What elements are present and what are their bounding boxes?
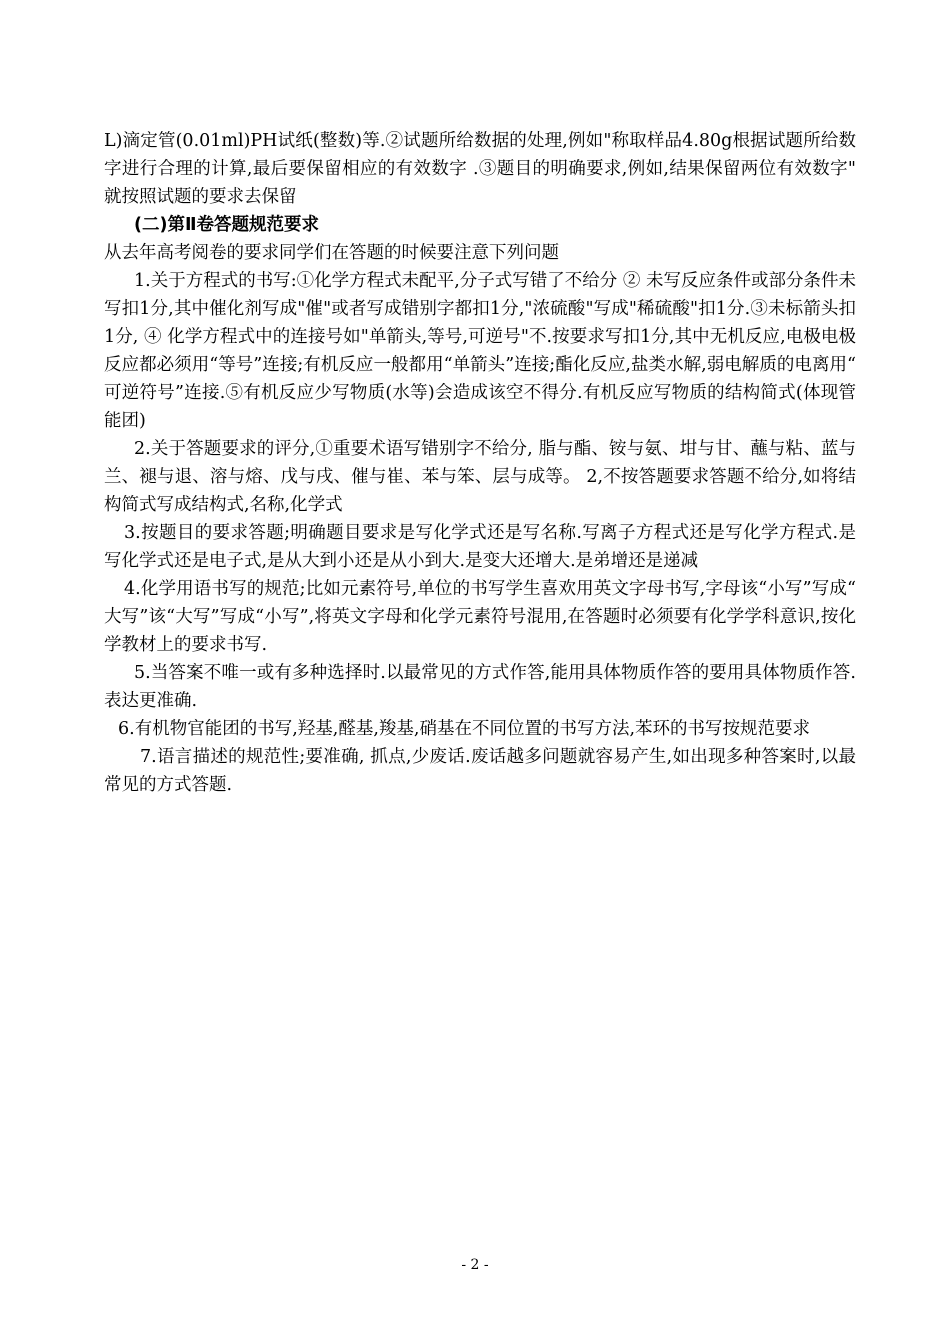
page-number: - 2 - xyxy=(461,1257,489,1273)
paragraph-item-3: 3.按题目的要求答题;明确题目要求是写化学式还是写名称.写离子方程式还是写化学方程式.是写化学式还是电子式,是从大到小还是从小到大.是变大还增大.是弟增还是递减 xyxy=(104,523,856,571)
paragraph-item-7: 7.语言描述的规范性;要准确, 抓点,少废话.废话越多问题就容易产生,如出现多种答案时,以最常见的方式答题. xyxy=(104,747,856,795)
document-body xyxy=(104,127,856,799)
paragraph-item-2: 2.关于答题要求的评分,①重要术语写错别字不给分, 脂与酯、铵与氨、坩与甘、蘸与粘、蓝与兰、褪与退、溶与熔、戊与戌、催与崔、苯与笨、层与成等。 2,不按答题要求答题不给分,如将结构简式写成结构式,名称,化学式 xyxy=(104,439,856,515)
paragraph-item-6: 6.有机物官能团的书写,羟基,醛基,羧基,硝基在不同位置的书写方法,苯环的书写按规范要求 xyxy=(118,719,811,739)
paragraph-section-lead: 从去年高考阅卷的要求同学们在答题的时候要注意下列问题 xyxy=(104,243,559,263)
paragraph-item-4: 4.化学用语书写的规范;比如元素符号,单位的书写学生喜欢用英文字母书写,字母该“小写”写成“大写”该“大写”写成“小写”,将英文字母和化学元素符号混用,在答题时必须要有化学学科意识,按化学教材上的要求书写. xyxy=(104,579,856,655)
section-heading: (二)第Ⅱ卷答题规范要求 xyxy=(134,215,320,235)
paragraph-item-1: 1.关于方程式的书写:①化学方程式未配平,分子式写错了不给分 ② 未写反应条件或部分条件未写扣1分,其中催化剂写成"催"或者写成错别字都扣1分,"浓硫酸"写成"稀硫酸"扣1分.③未标箭头扣1分, ④ 化学方程式中的连接号如"单箭头,等号,可逆号"不.按要求写扣1分,其中无机反应,电极电极反应都必须用“等号”连接;有机反应一般都用“单箭头”连接;酯化反应,盐类水解,弱电解质的电离用“可逆符号”连接.⑤有机反应少写物质(水等)会造成该空不得分.有机反应写物质的结构简式(体现管能团) xyxy=(104,271,856,431)
paragraph-item-5: 5.当答案不唯一或有多种选择时.以最常见的方式作答,能用具体物质作答的要用具体物质作答.表达更准确. xyxy=(104,663,856,711)
paragraph-intro-continuation: L)滴定管(0.01ml)PH试纸(整数)等.②试题所给数据的处理,例如"称取样品4.80g根据试题所给数字进行合理的计算,最后要保留相应的有效数字 .③题目的明确要求,例如,结果保留两位有效数字"就按照试题的要求去保留 xyxy=(104,131,856,207)
